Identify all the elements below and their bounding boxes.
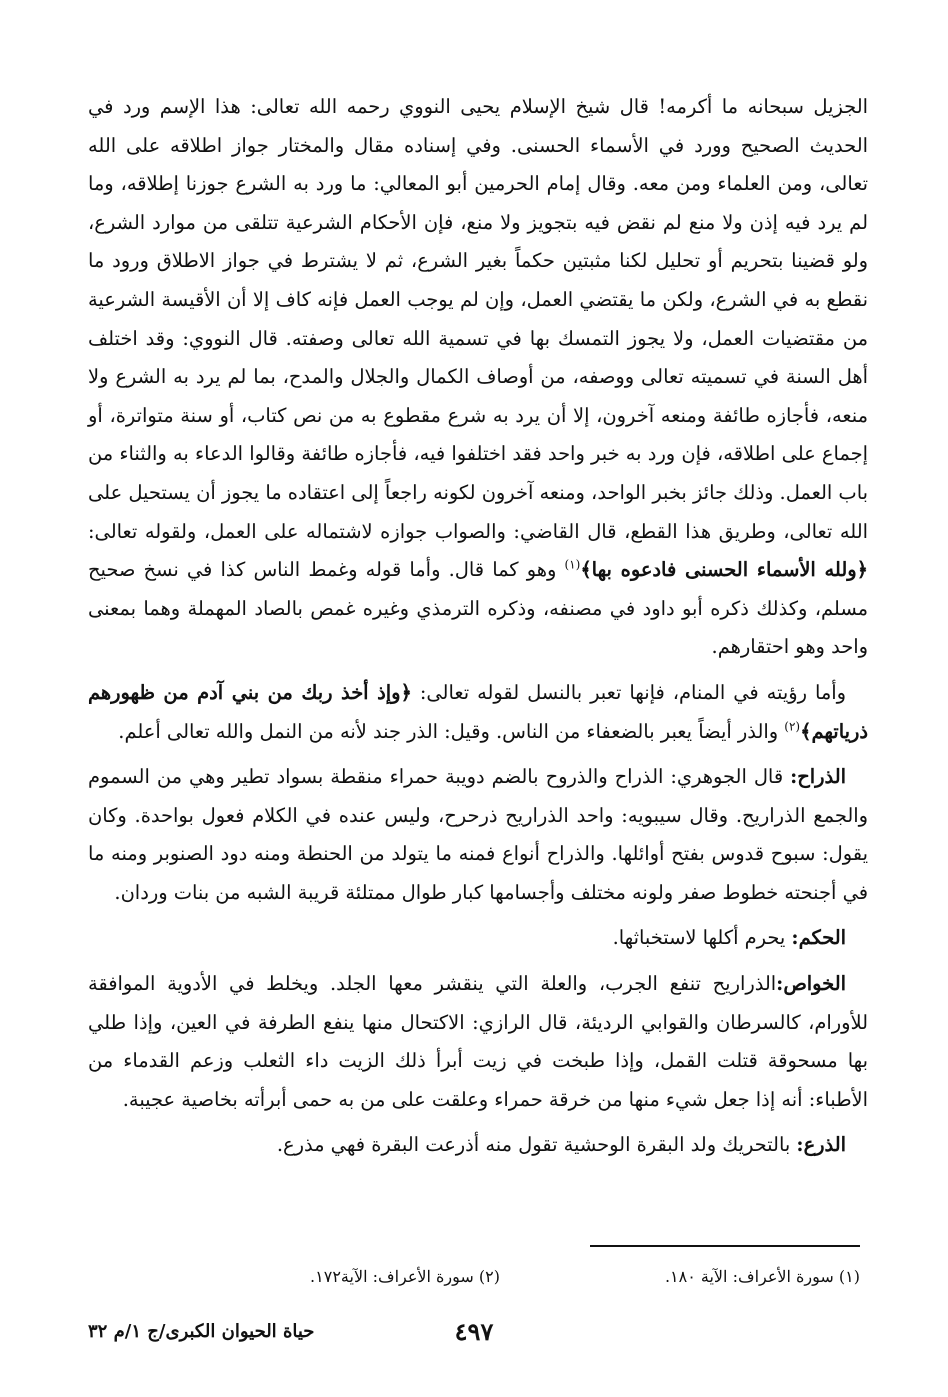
page-number: ٤٩٧ (454, 1317, 494, 1346)
footnote-marker-1: (١) (564, 557, 581, 572)
entry-heading: الذراح: (790, 765, 846, 789)
entry-text: بالتحريك ولد البقرة الوحشية تقول منه أذرعت البقرة فهي مذرع. (276, 1133, 797, 1157)
running-title: حياة الحيوان الكبرى/ج ١/م ٣٢ (88, 1321, 315, 1342)
page-footer (88, 1316, 860, 1348)
entry-heading: الذرع: (796, 1133, 846, 1157)
entry-dhurrah (88, 758, 868, 912)
paragraph-text: والذر أيضاً يعبر بالضعفاء من الناس. وقيل: الذر جند لأنه من النمل والله تعالى أعلم. (118, 719, 785, 743)
footnote-divider (590, 1245, 860, 1247)
entry-properties (88, 965, 868, 1119)
paragraph-nawawi-discussion (88, 88, 868, 667)
paragraph-text: وأما رؤيته في المنام، فإنها تعبر بالنسل لقوله تعالى: (411, 680, 846, 704)
quran-quote: ﴿وإذ أخذ ربك من بني آدم من ظهورهم ذرياتهم﴾ (88, 680, 868, 743)
paragraph-text: الجزيل سبحانه ما أكرمه! قال شيخ الإسلام يحيى النووي رحمه الله تعالى: هذا الإسم ورد في الحديث الصحيح وورد في الأسماء الحسنى. وفي إسناده مقال والمختار جواز اطلاقه على الله تعالى، ومن العلماء ومن معه. وقال إمام الحرمين أبو المعالي: ما ورد به الشرع جوزنا إطلاقه، وما لم يرد فيه إذن ولا منع لم نقض فيه بتجويز ولا منع، فإن الأحكام الشرعية تتلقى من موارد الشرع، ولو قضينا بتحريم أو تحليل لكنا مثبتين حكماً بغير الشرع، ثم لا يشترط في جواز الاطلاق ورود ما نقطع به في الشرع، ولكن ما يقتضي العمل، وإن لم يوجب العمل فإنه كاف إلا أن الأقيسة الشرعية من مقتضيات العمل، ولا يجوز التمسك بها في تسمية الله تعالى وصفته. قال النووي: وقد اختلف أهل السنة في تسميته تعالى ووصفه، من أوصاف الكمال والجلال والمدح، بما لم يرد به الشرع ولا منعه، فأجازه طائفة ومنعه آخرون، إلا أن يرد به شرع مقطوع به من نص كتاب، أو سنة متواترة، أو إجماع على اطلاقه، فإن ورد به خبر واحد فقد اختلفوا فيه، فأجازه طائفة وقالوا الدعاء به والثناء من باب العمل. وذلك جائز بخبر الواحد، ومنعه آخرون لكونه راجعاً إلى اعتقاده ما يجوز أن يستحيل على الله تعالى، وطريق هذا القطع، قال القاضي: والصواب جوازه لاشتماله على العمل، ولقوله تعالى: (88, 95, 868, 543)
paragraph-dream (88, 674, 868, 751)
entry-ruling (88, 919, 868, 958)
footnote-2: (٢) سورة الأعراف: الآية١٧٢. (310, 1267, 500, 1286)
quran-quote: ﴿ولله الأسماء الحسنى فادعوه بها﴾ (580, 558, 868, 582)
entry-heading: الحكم: (791, 926, 846, 950)
paragraph-text: وهو كما قال. وأما قوله وغمط الناس كذا في نسخ صحيح مسلم، وكذلك ذكره أبو داود في مصنفه، وذكره الترمذي وغيره غمص بالصاد المهملة وهما بمعنى واحد وهو احتقارهم. (88, 558, 868, 659)
entry-dhara (88, 1126, 868, 1165)
entry-text: الذراريح تنفع الجرب، والعلة التي ينقشر معها الجلد. ويخلط في الأدوية الموافقة للأورام، كالسرطان والقوابي الرديئة، قال الرازي: الاكتحال منها ينفع الطرفة في العين، وإذا طلي بها مسحوقة قتلت القمل، وإذا طبخت في زيت أبرأ ذلك الزيت داء الثعلب وزعم القدماء من الأطباء: أنه إذا جعل شيء منها من خرقة حمراء وعلقت على من به حمى أبرأته بخاصية عجيبة. (88, 972, 868, 1111)
footnote-marker-2: (٢) (784, 719, 801, 734)
footnote-1: (١) سورة الأعراف: الآية ١٨٠. (664, 1267, 860, 1286)
entry-text: قال الجوهري: الذراح والذروح بالضم دويبة حمراء منقطة بسواد تطير وهي من السموم والجمع الذراريح. وقال سيبويه: واحد الذراريح ذرحرح، وليس عنده في الكلام فعول بواحدة. وكان يقول: سبوح قدوس بفتح أوائلها. والذراح أنواع فمنه ما يتولد من الحنطة ومنه دود الصنوبر ومنه ما في أجنحته خطوط صفر ولونه مختلف وأجسامها كبار طوال ممتلئة قريبة الشبه من بنات وردان. (88, 765, 868, 904)
entry-text: يحرم أكلها لاستخباثها. (612, 926, 792, 950)
page-body (88, 88, 868, 1165)
entry-heading: الخواص: (776, 972, 846, 996)
